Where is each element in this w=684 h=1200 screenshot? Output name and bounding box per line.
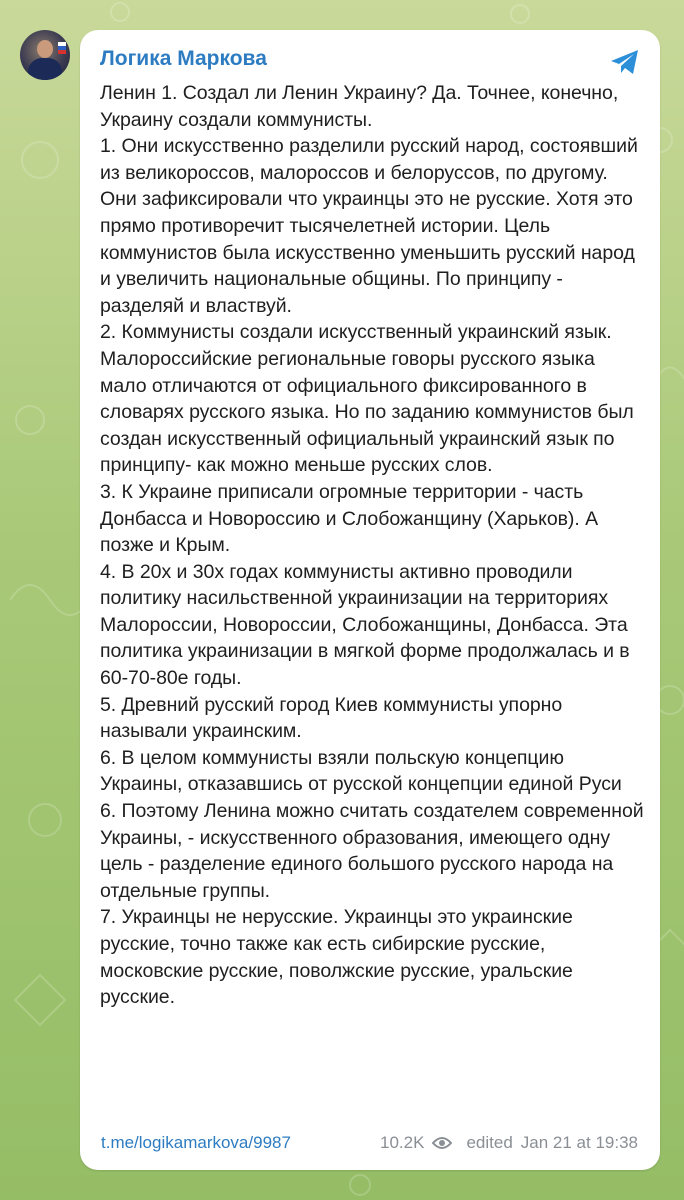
- channel-name[interactable]: Логика Маркова: [100, 47, 267, 70]
- message-card: [80, 30, 660, 1170]
- avatar-body: [28, 58, 62, 80]
- avatar-flag: [58, 42, 66, 54]
- view-count: 10.2K: [380, 1133, 425, 1152]
- avatar-head: [37, 40, 53, 58]
- post-link[interactable]: t.me/logikamarkova/9987: [101, 1133, 291, 1152]
- channel-avatar[interactable]: [20, 30, 70, 80]
- post-text: Ленин 1. Создал ли Ленин Украину? Да. Точнее, конечно, Украину создали коммунисты. 1. Они искусственно разделили русский народ, состоявший из великороссов, малороссов и белоруссов, по другому. Они зафиксировали что украинцы это не русские. Хотя это прямо противоречит тысячелетней истории. Цель коммунистов была искусственно уменьшить русский народ и увеличить национальные общины. По принципу - разделяй и властвуй. 2. Коммунисты создали искусственный украинский язык. Малороссийские региональные говоры русского языка мало отличаются от официального фиксированного в словарях русского языка. Но по заданию коммунистов был создан искусственный официальный украинский язык по принципу- как можно меньше русских слов. 3. К Украине приписали огромные территории - часть Донбасса и Новороссию и Слобожанщину (Харьков). А позже и Крым. 4. В 20х и 30х годах коммунисты активно проводили политику насильственной украинизации на территориях Малороссии, Новороссии, Слобожанщины, Донбасса. Эта политика украинизации в мягкой форме продолжалась и в 60-70-80е годы. 5. Древний русский город Киев коммунисты упорно называли украинским. 6. В целом коммунисты взяли польскую концепцию Украины, отказавшись от русской концепции единой Руси 6. Поэтому Ленина можно считать создателем современной Украины, - искусственного образования, имеющего одну цель - разделение единого большого русского народа на отдельные группы. 7. Украинцы не нерусские. Украинцы это украинские русские, точно также как есть сибирские русские, московские русские, поволжские русские, уральские русские.: [100, 82, 644, 1009]
- post-meta: [380, 1132, 638, 1154]
- eye-icon: [432, 1136, 452, 1150]
- post-date: Jan 21 at 19:38: [520, 1133, 638, 1152]
- telegram-send-icon[interactable]: [607, 44, 643, 80]
- edited-label: edited: [466, 1133, 513, 1152]
